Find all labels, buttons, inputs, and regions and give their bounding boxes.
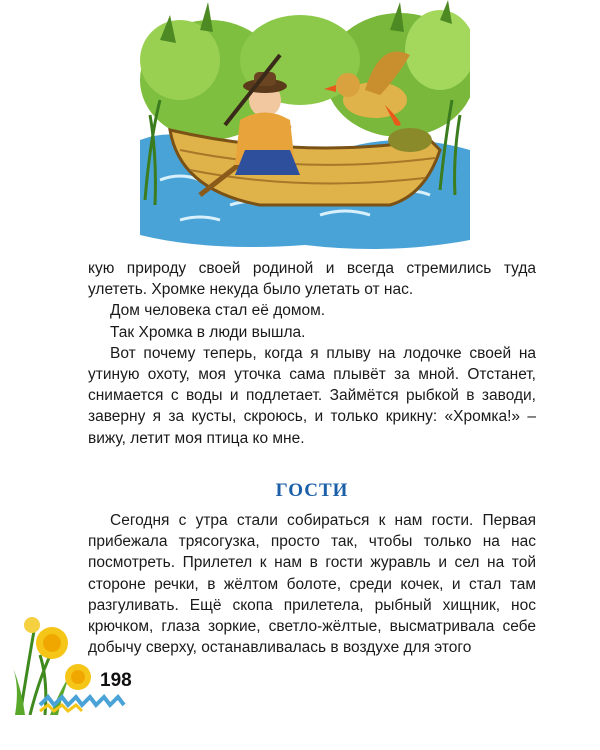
hunter-boat-illustration (140, 0, 470, 250)
dandelion-flowers-icon (10, 605, 160, 715)
paragraph: Вот почему теперь, когда я плыву на лодочке своей на утиную охоту, моя уточка сама плывёт за мной. Отстанет, снимается с воды и подлетает. Займётся рыбкой в заводи, заверну я за кусты, скроюсь, и только крикну: «Хромка!» – вижу, летит моя птица ко мне. (88, 344, 536, 447)
page-number: 198 (100, 670, 132, 691)
paragraph: Дом человека стал её домом. (110, 302, 326, 320)
paragraph: Сегодня с утра стали собираться к нам гости. Первая прибежала трясогузка, просто так, чтобы только на нас посмотреть. Прилетел к нам в гости журавль и сел на той стороне речки, в жёлтом болоте, среди кочек, и стал там разгуливать. Ещё скопа прилетела, рыбный хищник, нос крючком, глаза зоркие, светло-жёлтые, высматривала себе добычу сверху, останавливалась в воздухе для этого (88, 512, 536, 657)
bag (388, 128, 432, 152)
paragraph: Так Хромка в люди вышла. (110, 323, 306, 341)
bushes-background (140, 0, 470, 140)
paragraph: кую природу своей родиной и всегда стремились туда улететь. Хромке некуда было улетать от нас. (88, 260, 536, 299)
section-title: ГОСТИ (275, 480, 349, 501)
upper-text-block (88, 258, 536, 449)
